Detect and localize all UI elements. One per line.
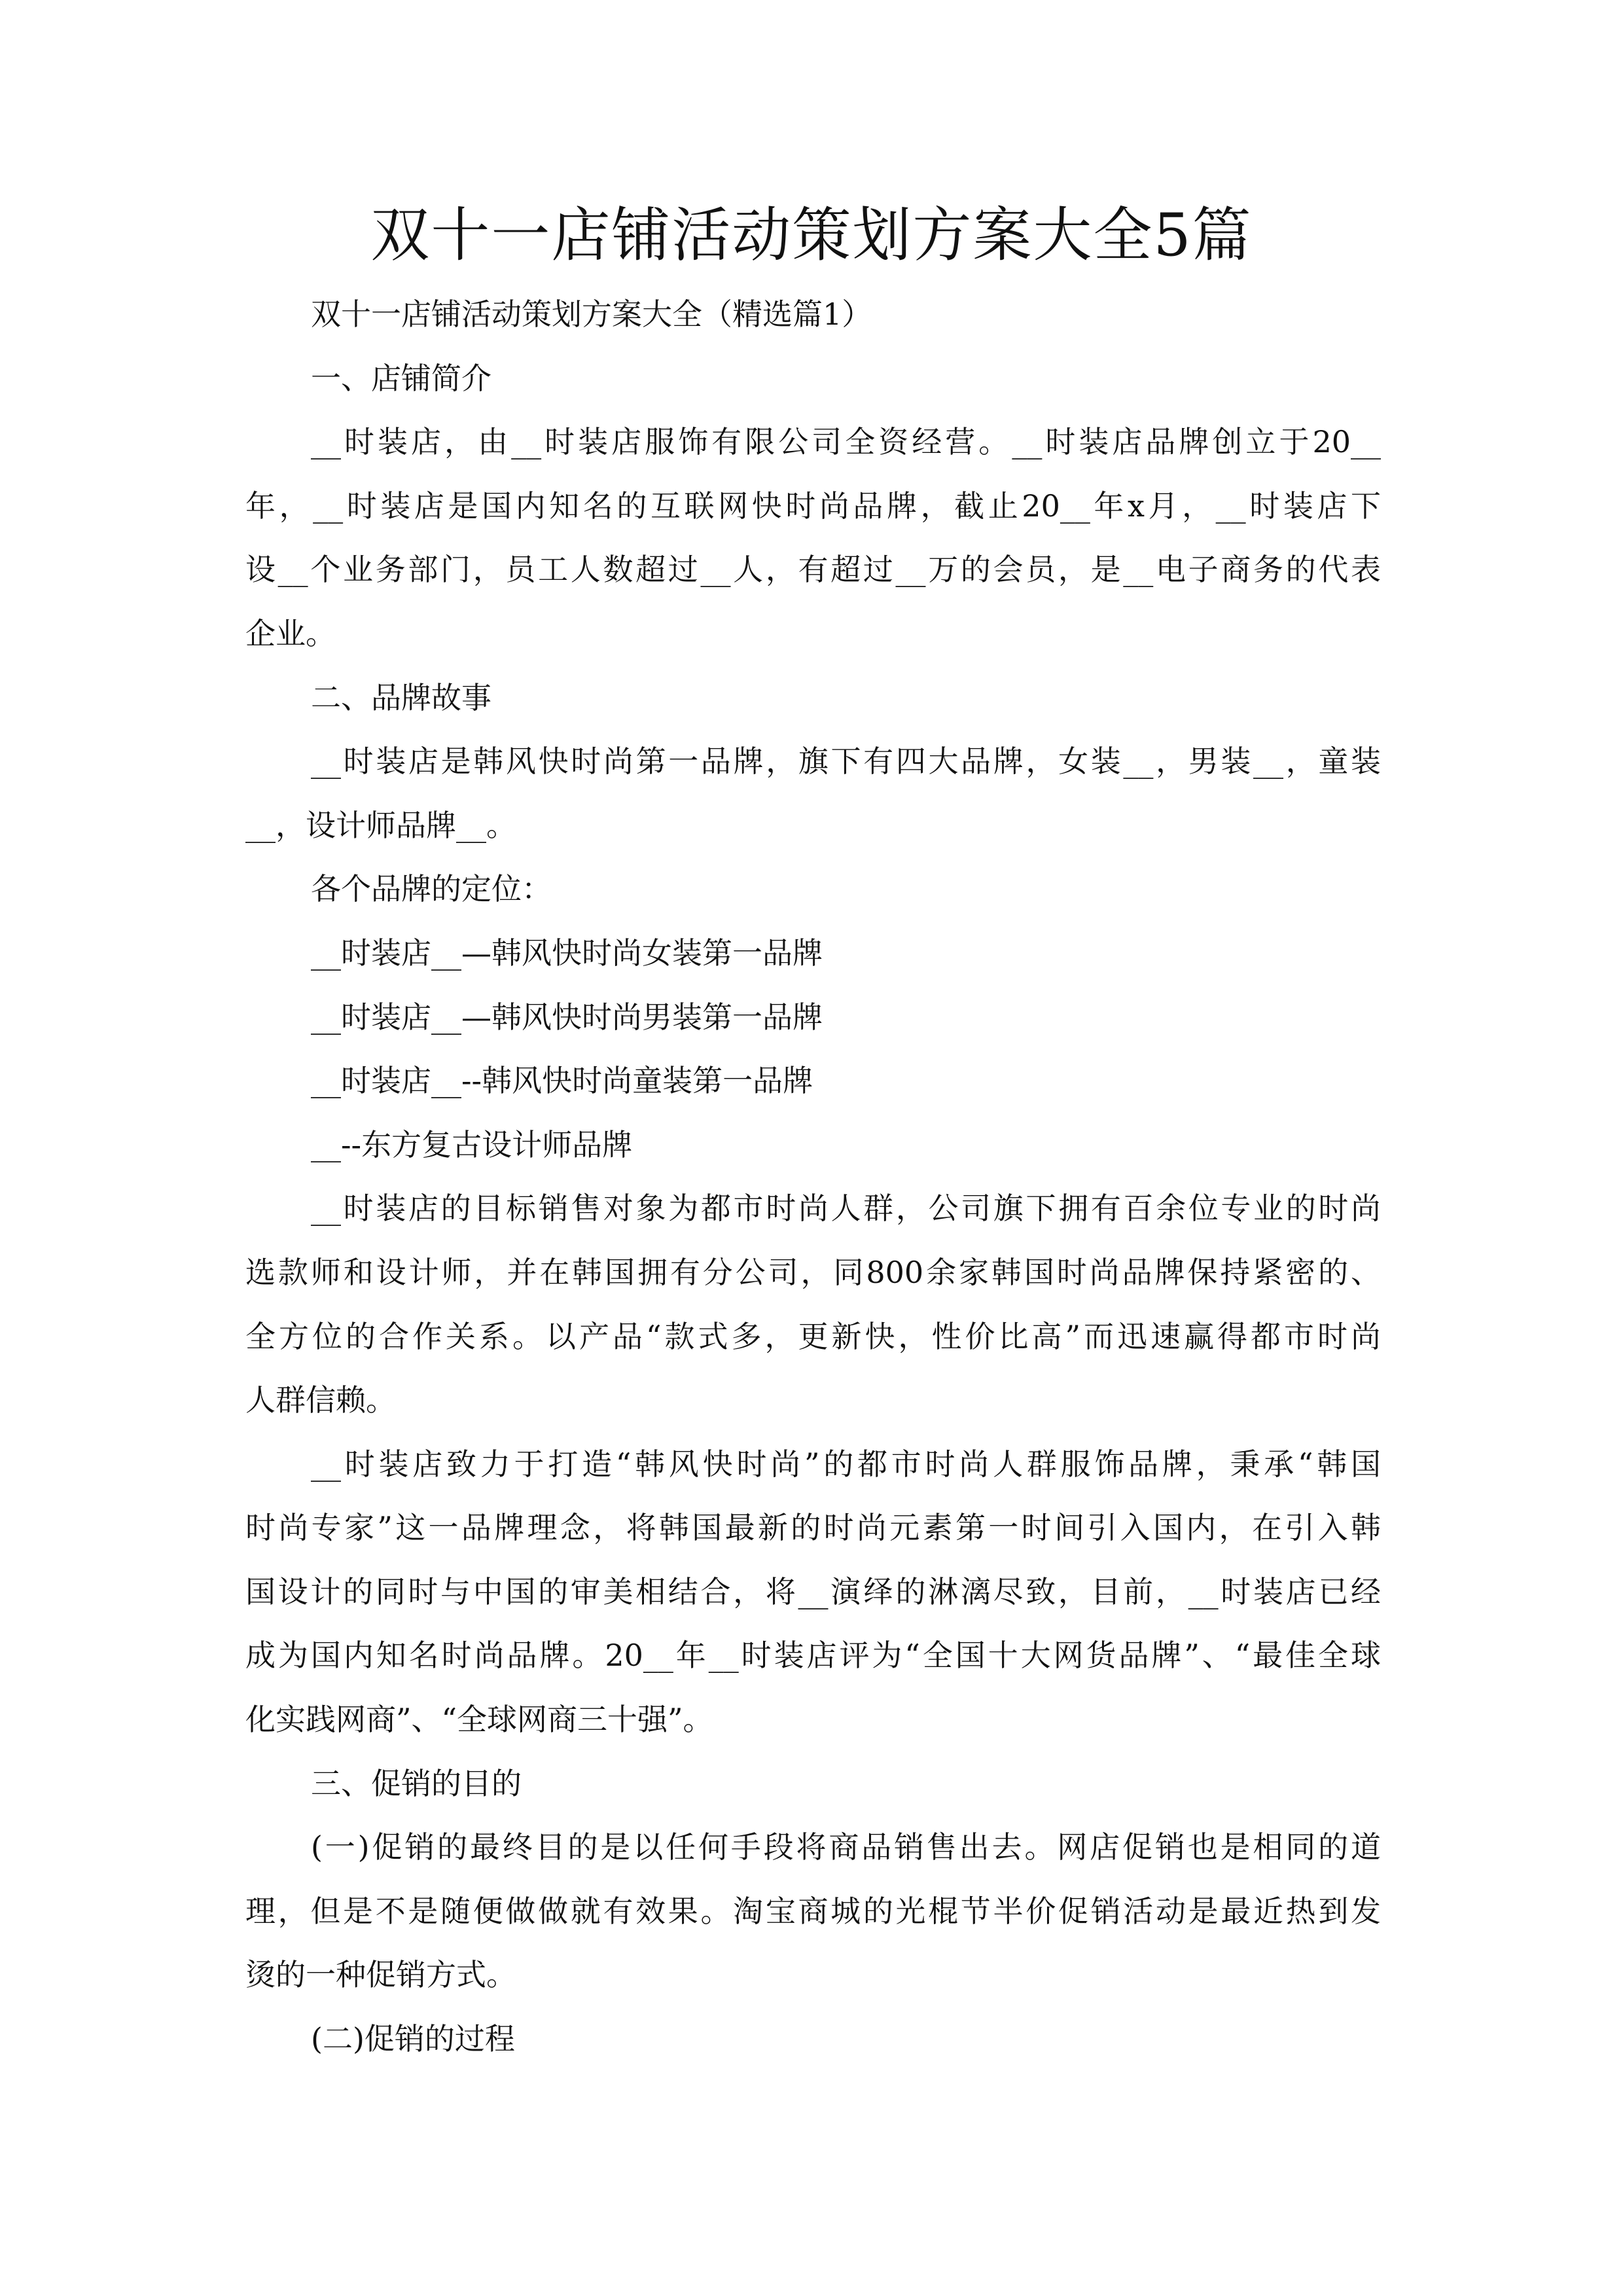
text-line: __时装店，由__时装店服饰有限公司全资经营。__时装店品牌创立于20__: [311, 424, 1381, 460]
text-line: 全方位的合作关系。以产品“款式多，更新快，性价比高”而迅速赢得都市时尚: [245, 1318, 1381, 1354]
positioning-label: 各个品牌的定位：: [311, 871, 552, 907]
text-line: 年，__时装店是国内知名的互联网快时尚品牌，截止20__年x月，__时装店下: [245, 488, 1381, 524]
text-line: __时装店致力于打造“韩风快时尚”的都市时尚人群服饰品牌，秉承“韩国: [311, 1446, 1381, 1482]
positioning-item-kids: __时装店__--韩风快时尚童装第一品牌: [311, 1063, 813, 1099]
article-subtitle: 双十一店铺活动策划方案大全（精选篇1）: [311, 296, 872, 332]
document-title: 双十一店铺活动策划方案大全5篇: [370, 201, 1253, 270]
paragraph-brand-mission: [245, 1433, 1381, 1752]
text-line: 化实践网商”、“全球网商三十强”。: [245, 1702, 713, 1738]
section-heading-store-intro: 一、店铺简介: [311, 360, 491, 396]
text-line: __时装店是韩风快时尚第一品牌，旗下有四大品牌，女装__，男装__，童装: [311, 744, 1381, 780]
text-line: 成为国内知名时尚品牌。20__年__时装店评为“全国十大网货品牌”、“最佳全球: [245, 1638, 1381, 1674]
text-line: 国设计的同时与中国的审美相结合，将__演绎的淋漓尽致，目前，__时装店已经: [245, 1573, 1381, 1609]
positioning-item-women: __时装店__—韩风快时尚女装第一品牌: [311, 935, 823, 971]
text-line: (一)促销的最终目的是以任何手段将商品销售出去。网店促销也是相同的道: [311, 1829, 1381, 1865]
paragraph-promotion-purpose: [245, 1816, 1381, 2007]
paragraph-brand-story: [245, 730, 1381, 857]
positioning-item-men: __时装店__—韩风快时尚男装第一品牌: [311, 999, 823, 1035]
text-line: 烫的一种促销方式。: [245, 1957, 516, 1993]
text-line: __，设计师品牌__。: [245, 807, 516, 843]
text-line: 选款师和设计师，并在韩国拥有分公司，同800余家韩国时尚品牌保持紧密的、: [245, 1254, 1381, 1290]
paragraph-store-intro: [245, 410, 1381, 666]
paragraph-target-audience: [245, 1177, 1381, 1432]
text-line: 设__个业务部门，员工人数超过__人，有超过__万的会员，是__电子商务的代表: [245, 552, 1381, 588]
positioning-item-designer: __--东方复古设计师品牌: [311, 1126, 633, 1162]
section-heading-brand-story: 二、品牌故事: [311, 679, 491, 715]
text-line: 理，但是不是随便做做就有效果。淘宝商城的光棍节半价促销活动是最近热到发: [245, 1893, 1381, 1929]
text-line: 企业。: [245, 615, 336, 651]
subheading-promotion-process: (二)促销的过程: [311, 2021, 515, 2057]
text-line: __时装店的目标销售对象为都市时尚人群，公司旗下拥有百余位专业的时尚: [311, 1191, 1381, 1227]
text-line: 时尚专家”这一品牌理念，将韩国最新的时尚元素第一时间引入国内，在引入韩: [245, 1510, 1381, 1546]
document-body: [245, 283, 1381, 2072]
section-heading-promotion-purpose: 三、促销的目的: [311, 1765, 522, 1801]
text-line: 人群信赖。: [245, 1382, 396, 1418]
